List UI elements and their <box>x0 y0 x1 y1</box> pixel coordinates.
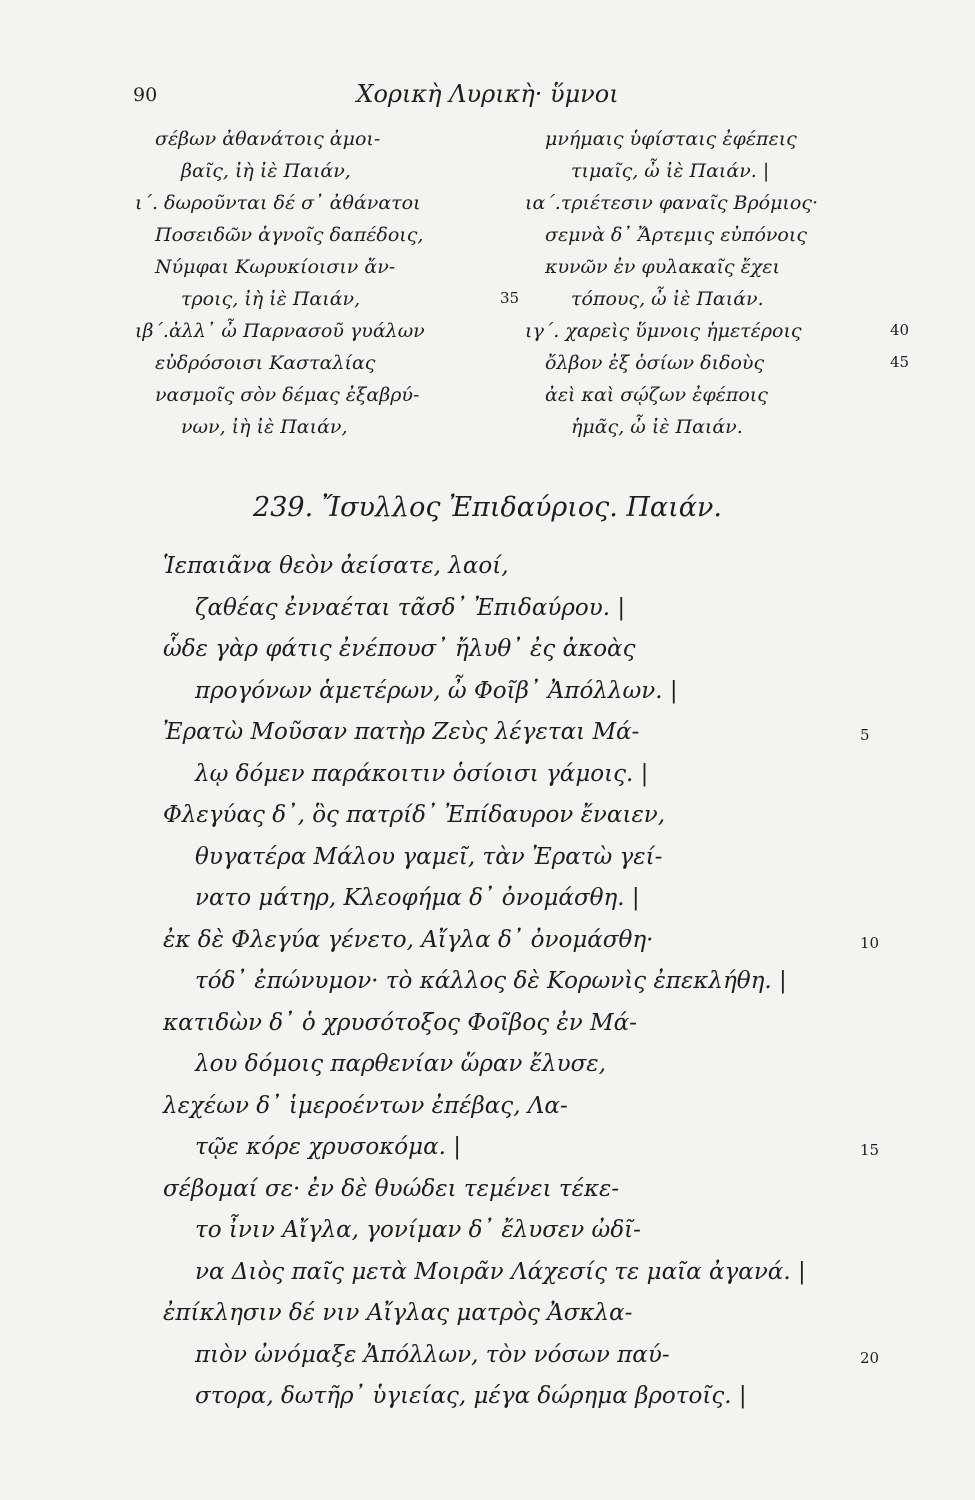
poem-line: προγόνων ἁμετέρων, ὦ Φοῖβ᾽ Ἀπόλλων. | <box>195 677 678 704</box>
line-number: 10 <box>860 933 880 952</box>
right-line: τόπους, ὦ ἰὲ Παιάν. <box>571 288 764 310</box>
left-line: νων, ἰὴ ἰὲ Παιάν, <box>181 416 348 438</box>
left-line: ιβ΄.ἀλλ᾽ ὦ Παρνασοῦ γυάλων <box>135 320 425 342</box>
poem-line: θυγατέρα Μάλου γαμεῖ, τὰν Ἐρατὼ γεί- <box>195 843 663 870</box>
right-line: ια΄.τριέτεσιν φαναῖς Βρόμιος· <box>525 192 818 214</box>
line-number: 45 <box>890 353 910 371</box>
poem-line: στορα, δωτῆρ᾽ ὑγιείας, μέγα δώρημα βροτοῖς. | <box>195 1383 747 1409</box>
line-number: 20 <box>860 1348 880 1367</box>
poem-line: κατιδὼν δ᾽ ὁ χρυσότοξος Φοῖβος ἐν Μά- <box>163 1009 637 1036</box>
right-line: ἡμᾶς, ὦ ἰὲ Παιάν. <box>571 416 743 438</box>
left-line: Ποσειδῶν ἁγνοῖς δαπέδοις, <box>155 224 424 246</box>
right-line: ιγ΄. χαρεὶς ὕμνοις ἡμετέροις <box>525 320 802 342</box>
poem-line: ἐκ δὲ Φλεγύα γένετο, Αἴγλα δ᾽ ὀνομάσθη· <box>163 926 654 953</box>
poem-line: Φλεγύας δ᾽, ὃς πατρίδ᾽ Ἐπίδαυρον ἔναιεν, <box>163 802 666 828</box>
right-line: κυνῶν ἐν φυλακαῖς ἔχει <box>545 256 780 278</box>
right-line: ἀεὶ καὶ σῴζων ἐφέποις <box>545 384 768 406</box>
right-line: ὄλβον ἐξ ὁσίων διδοὺς <box>545 352 765 374</box>
right-line: σεμνὰ δ᾽ Ἄρτεμις εὐπόνοις <box>545 224 807 246</box>
left-line: βαῖς, ἰὴ ἰὲ Παιάν, <box>181 160 351 182</box>
poem-line: νατο μάτηρ, Κλεοφήμα δ᾽ ὀνομάσθη. | <box>195 885 640 911</box>
left-line: Νύμφαι Κωρυκίοισιν ἄν- <box>155 256 396 278</box>
left-line: σέβων ἀθανάτοις ἀμοι- <box>155 128 381 150</box>
poem-line: ὧδε γὰρ φάτις ἐνέπουσ᾽ ἤλυθ᾽ ἐς ἀκοὰς <box>163 636 636 662</box>
poem-line: Ἱεπαιᾶνα θεὸν ἀείσατε, λαοί, <box>163 553 509 579</box>
line-number: 35 <box>500 289 520 307</box>
poem-line: λεχέων δ᾽ ἱμεροέντων ἐπέβας, Λα- <box>163 1092 568 1119</box>
right-line: τιμαῖς, ὦ ἰὲ Παιάν. | <box>571 160 770 182</box>
poem-heading: 239. Ἴσυλλος Ἐπιδαύριος. Παιάν. <box>253 492 722 523</box>
poem-line: να Διὸς παῖς μετὰ Μοιρᾶν Λάχεσίς τε μαῖα ἀγανά. | <box>195 1258 806 1285</box>
poem-line: πιὸν ὠνόμαξε Ἀπόλλων, τὸν νόσων παύ- <box>195 1341 670 1368</box>
poem-line: τόδ᾽ ἐπώνυμον· τὸ κάλλος δὲ Κορωνὶς ἐπεκλήθη. | <box>195 968 787 994</box>
poem-line: σέβομαί σε· ἐν δὲ θυώδει τεμένει τέκε- <box>163 1175 620 1202</box>
left-line: ι΄. δωροῦνται δέ σ᾽ ἀθάνατοι <box>135 192 421 214</box>
poem-line: ἐπίκλησιν δέ νιν Αἴγλας ματρὸς Ἀσκλα- <box>163 1300 633 1326</box>
line-number: 40 <box>890 321 910 339</box>
poem-line: Ἐρατὼ Μοῦσαν πατὴρ Ζεὺς λέγεται Μά- <box>163 719 640 745</box>
poem-line: ζαθέας ἐνναέται τᾶσδ᾽ Ἐπιδαύρου. | <box>195 594 626 621</box>
left-line: νασμοῖς σὸν δέμας ἐξαβρύ- <box>155 384 420 406</box>
left-line: εὐδρόσοισι Κασταλίας <box>155 352 376 374</box>
poem-line: λου δόμοις παρθενίαν ὥραν ἔλυσε, <box>195 1051 606 1077</box>
poem-line: το ἶνιν Αἴγλα, γονίμαν δ᾽ ἔλυσεν ὠδῖ- <box>195 1217 641 1243</box>
page-number: 90 <box>133 84 158 106</box>
right-line: μνήμαις ὑφίσταις ἐφέπεις <box>545 128 797 150</box>
line-number: 5 <box>860 726 870 744</box>
poem-line: λῳ δόμεν παράκοιτιν ὁσίοισι γάμοις. | <box>195 760 649 787</box>
left-line: τροις, ἰὴ ἰὲ Παιάν, <box>181 288 361 310</box>
line-number: 15 <box>860 1141 880 1159</box>
running-head: Χορικὴ Λυρικὴ· ὕμνοι <box>356 80 619 108</box>
poem-line: τῷε κόρε χρυσοκόμα. | <box>195 1134 462 1160</box>
